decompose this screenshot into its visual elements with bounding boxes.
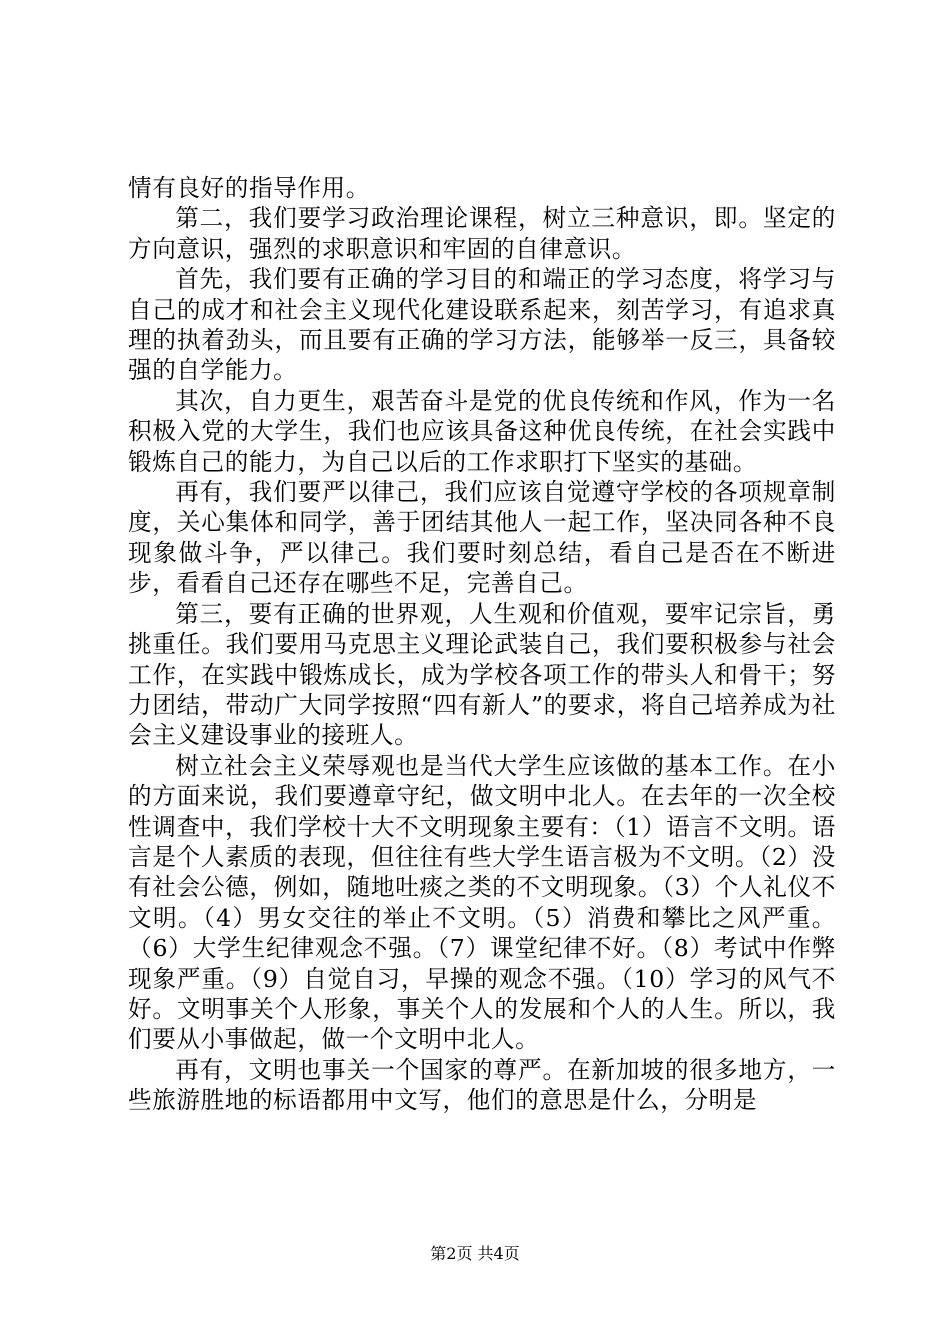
paragraph-furthermore: 再有，我们要严以律己，我们应该自觉遵守学校的各项规章制度，关心集体和同学，善于团结其他人一起工作，坚决同各种不良现象做斗争，严以律己。我们要时刻总结，看自己是否在不断进步，看看自己还存在哪些不足，完善自己。 [128, 478, 836, 598]
document-body [128, 173, 836, 1116]
paragraph-secondly: 其次，自力更生，艰苦奋斗是党的优良传统和作风，作为一名积极入党的大学生，我们也应该具备这种优良传统，在社会实践中锻炼自己的能力，为自己以后的工作求职打下坚实的基础。 [128, 386, 836, 476]
paragraph-firstly: 首先，我们要有正确的学习目的和端正的学习态度，将学习与自己的成才和社会主义现代化建设联系起来，刻苦学习，有追求真理的执着劲头，而且要有正确的学习方法，能够举一反三，具备较强的自学能力。 [128, 265, 836, 385]
paragraph-third-point: 第三，要有正确的世界观，人生观和价值观，要牢记宗旨，勇挑重任。我们要用马克思主义理论武装自己，我们要积极参与社会工作，在实践中锻炼成长，成为学校各项工作的带头人和骨干；努力团结，带动广大同学按照“四有新人”的要求，将自己培养成为社会主义建设事业的接班人。 [128, 599, 836, 750]
paragraph-honor-disgrace: 树立社会主义荣辱观也是当代大学生应该做的基本工作。在小的方面来说，我们要遵章守纪，做文明中北人。在去年的一次全校性调查中，我们学校十大不文明现象主要有：（1）语言不文明。语言是个人素质的表现，但往往有些大学生语言极为不文明。（2）没有社会公德，例如，随地吐痰之类的不文明现象。（3）个人礼仪不文明。（4）男女交往的举止不文明。（5）消费和攀比之风严重。（6）大学生纪律观念不强。（7）课堂纪律不好。（8）考试中作弊现象严重。（9）自觉自习，早操的观念不强。（10）学习的风气不好。文明事关个人形象，事关个人的发展和个人的人生。所以，我们要从小事做起，做一个文明中北人。 [128, 751, 836, 1054]
paragraph-national-dignity: 再有，文明也事关一个国家的尊严。在新加坡的很多地方，一些旅游胜地的标语都用中文写，他们的意思是什么，分明是 [128, 1055, 836, 1115]
paragraph-second-point: 第二，我们要学习政治理论课程，树立三种意识，即。坚定的方向意识，强烈的求职意识和牢固的自律意识。 [128, 204, 836, 263]
paragraph-continuation: 情有良好的指导作用。 [128, 174, 370, 202]
page-number-footer: 第2页 共4页 [430, 1244, 520, 1263]
